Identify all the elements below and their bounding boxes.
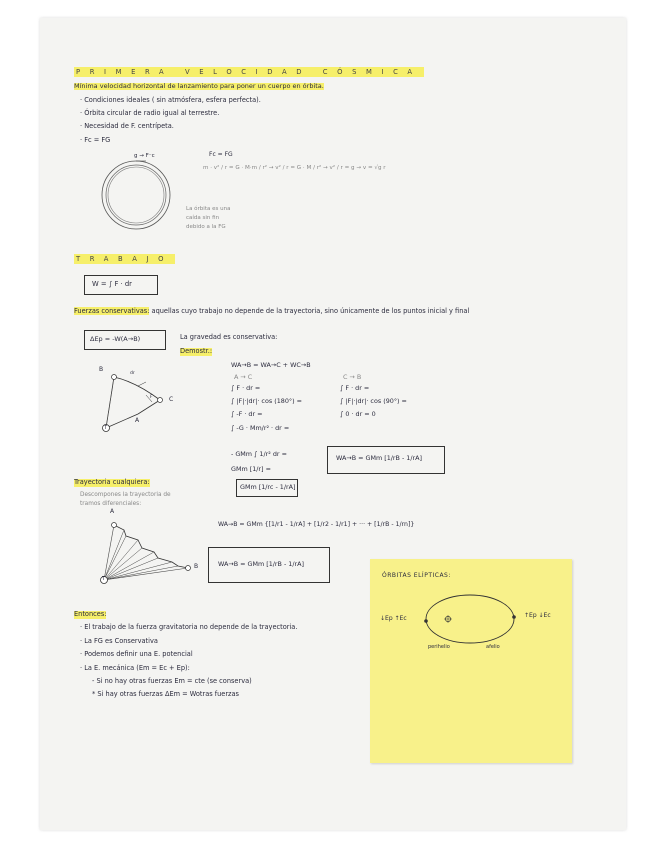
bullet-1-text: Condiciones ideales ( sin atmósfera, esfera perfecta). [84, 96, 261, 104]
conservative-def: aquellas cuyo trabajo no depende de la trayectoria, sino únicamente de los puntos inicial y final [151, 307, 470, 315]
work-formula: W = ∫ F · dr [92, 280, 132, 288]
fan-path-diagram [96, 510, 206, 590]
conclusion-5: - Si no hay otras fuerzas Em = cte (se conserva) [92, 677, 252, 685]
gravity-claim: La gravedad es conservativa: [180, 333, 278, 341]
label-b: B [99, 366, 104, 373]
conclusions-title: Entonces: [74, 610, 107, 618]
bullet-3: · Necesidad de F. centrípeta. [80, 122, 174, 130]
label-dr: dr [130, 371, 135, 376]
result-formula: WA→B = GMm [1/rB - 1/rA] [336, 454, 423, 462]
orbit-circle-diagram [101, 157, 176, 232]
proof-left-0: WA→B = WA→C + WC→B [231, 361, 311, 369]
conclusion-1-text: El trabajo de la fuerza gravitatoria no depende de la trayectoria. [84, 623, 298, 631]
circle-note-3: debido a la FG [186, 224, 226, 230]
proof-left-3: ∫ |F|·|dr|· cos (180°) = [231, 397, 302, 405]
bullet-1: · Condiciones ideales ( sin atmósfera, esfera perfecta). [80, 96, 261, 104]
proof-right-1: ∫ F · dr = [340, 384, 370, 392]
bullet-4-text: Fc = FG [84, 136, 111, 144]
proof-left-5: ∫ -G · Mm/r² · dr = [231, 424, 290, 432]
sticky-left-label: ↓Ep ↑Ec [380, 615, 407, 622]
proof-left-2: ∫ F · dr = [231, 384, 261, 392]
demostr-label: Demostr.: [180, 347, 213, 355]
conclusion-3-text: Podemos definir una E. potencial [84, 650, 193, 658]
proof-right-2: ∫ |F|·|dr|· cos (90°) = [340, 397, 407, 405]
afelio-label: afelio [486, 644, 500, 650]
conclusion-1: · El trabajo de la fuerza gravitatoria no depende de la trayectoria. [80, 623, 298, 631]
conclusion-2-text: La FG es Conservativa [84, 637, 158, 645]
sticky-note-elliptic-orbits [370, 559, 572, 763]
proof-left-6: - GMm ∫ 1/r² dr = [231, 450, 287, 458]
delta-ep-formula: ΔEp = -W(A→B) [90, 335, 141, 343]
sticky-title: ÓRBITAS ELÍPTICAS: [382, 572, 451, 579]
any-path-desc-2: tramos diferenciales: [80, 501, 142, 507]
any-path-label: Trayectoria cualquiera: [74, 478, 150, 486]
bullet-2: · Órbita circular de radio igual al terrestre. [80, 109, 220, 117]
circle-note-1: La órbita es una [186, 206, 231, 212]
sum-formula: WA→B = GMm {[1/r1 - 1/rA] + [1/r2 - 1/r1] + ··· + [1/rB - 1/rn]} [218, 521, 415, 528]
proof-left-7: GMm [1/r] = [231, 465, 271, 473]
conclusion-5-text: Si no hay otras fuerzas Em = cte (se conserva) [96, 677, 252, 685]
label-f: F [150, 395, 153, 400]
sticky-right-label: ↑Ep ↓Ec [524, 612, 551, 619]
bullet-2-text: Órbita circular de radio igual al terrestre. [84, 109, 220, 117]
fan-label-t: T [102, 576, 106, 582]
label-t: T [104, 425, 108, 431]
proof-right-3: ∫ 0 · dr = 0 [340, 410, 376, 418]
circle-note-2: caída sin fin [186, 215, 220, 221]
eq-derivation: m · v² / r = G · M·m / r² → v² / r = G · M / r² → v² / r = g → v = √g r [203, 165, 386, 171]
proof-left-4: ∫ -F · dr = [231, 410, 263, 418]
section-title-velocidad: PRIMERA VELOCIDAD CÓSMICA [76, 68, 422, 76]
conclusion-3: · Podemos definir una E. potencial [80, 650, 193, 658]
sum-result: WA→B = GMm [1/rB - 1/rA] [218, 560, 305, 568]
definition-text: Mínima velocidad horizontal de lanzamiento para poner un cuerpo en órbita. [74, 82, 324, 90]
conclusion-4-text: La E. mecánica (Em = Ec + Ep): [84, 664, 190, 672]
label-a: A [135, 417, 140, 424]
proof-right-0: C → B [343, 373, 362, 381]
ellipse-orbit-diagram [422, 591, 522, 645]
conclusion-6-text: Si hay otras fuerzas ΔEm = Wotras fuerzas [97, 690, 239, 698]
conclusion-2: · La FG es Conservativa [80, 637, 158, 645]
label-c: C [169, 396, 174, 403]
fan-label-b: B [194, 563, 199, 570]
eq-title: Fc = FG [209, 151, 233, 158]
section-title-trabajo: TRABAJO [76, 255, 174, 263]
proof-left-8: GMm [1/rc - 1/rA] [240, 483, 296, 491]
bullet-4: · Fc = FG [80, 136, 111, 144]
conclusion-6: * Si hay otras fuerzas ΔEm = Wotras fuerzas [92, 690, 239, 698]
fan-label-a: A [110, 508, 115, 515]
any-path-desc-1: Descompones la trayectoria de [80, 492, 171, 498]
perihelio-label: perihelio [428, 644, 450, 650]
conservative-line [74, 308, 469, 316]
circle-label: g → F⁻c [134, 153, 155, 159]
conclusion-4: · La E. mecánica (Em = Ec + Ep): [80, 664, 190, 672]
proof-left-1: A → C [234, 373, 253, 381]
conservative-label: Fuerzas conservativas: [74, 307, 150, 315]
bullet-3-text: Necesidad de F. centrípeta. [84, 122, 174, 130]
